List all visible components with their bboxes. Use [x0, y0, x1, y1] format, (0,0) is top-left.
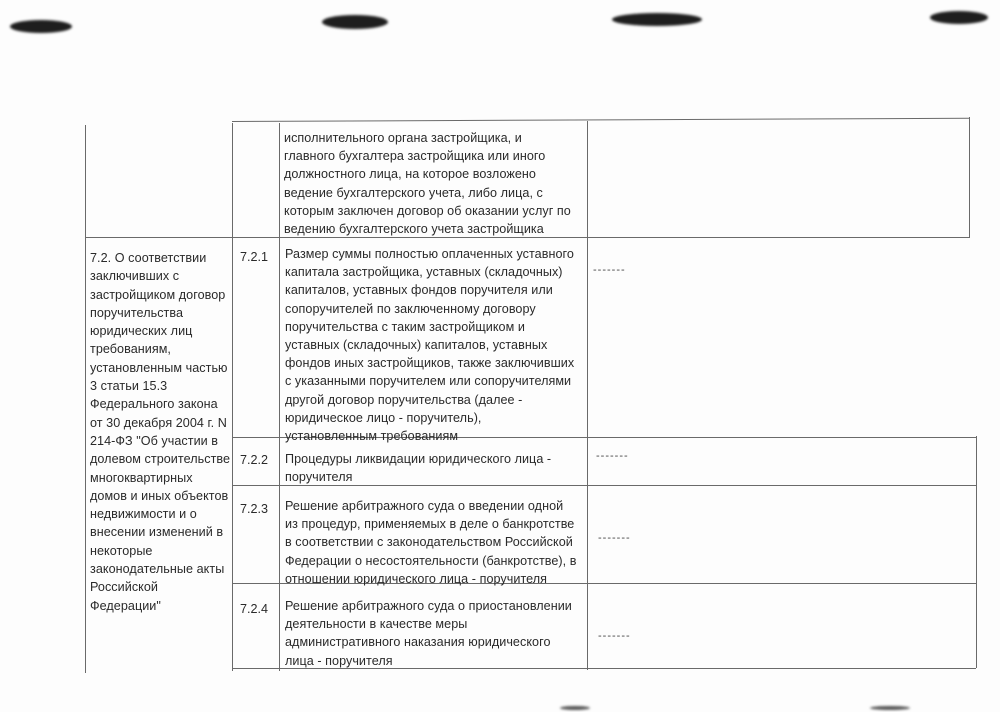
- section-7-2-title: 7.2. О соответствии заключивших с застройщиком договор поручительства юридических лиц требованиям, установленным частью 3 статьи 15.3 Федерального закона от 30 декабря 2004 г. N 214-ФЗ "Об участии в долевом строительстве многоквартирных домов и иных объектов недвижимости и о внесении изменений в некоторые законодательные акты Российской Федерации": [90, 251, 231, 613]
- row-value: -------: [598, 630, 631, 642]
- row-number: 7.2.4: [240, 602, 269, 616]
- row-value: -------: [596, 450, 629, 462]
- table-border-left: [85, 125, 86, 673]
- table-col-divider-3: [587, 121, 588, 670]
- row-number: 7.2.2: [240, 453, 269, 467]
- row-number: 7.2.1: [240, 250, 269, 264]
- scan-mark-4: [930, 11, 988, 24]
- table-col-divider-1: [232, 123, 233, 671]
- scan-mark-bottom-1: [560, 706, 590, 710]
- prev-row-text: исполнительного органа застройщика, и главного бухгалтера застройщика или иного должностного лица, на которое возложено ведение бухгалтерского учета, либо лица, с которым заключен договор об оказании услуг по ведению бухгалтерского учета застройщика: [284, 131, 571, 237]
- row-text: Решение арбитражного суда о приостановлении деятельности в качестве меры административного наказания юридического лица - поручителя: [285, 599, 572, 668]
- table-col-divider-2: [279, 123, 280, 671]
- row-text: Решение арбитражного суда о введении одной из процедур, применяемых в деле о банкротстве в соответствии с законодательством Российской Федерации о несостоятельности (банкротстве), в отношении юридического лица - поручителя: [285, 499, 577, 586]
- scan-mark-2: [322, 15, 388, 29]
- table-border-top: [232, 118, 970, 122]
- row-number: 7.2.3: [240, 502, 269, 516]
- row-text: Размер суммы полностью оплаченных уставного капитала застройщика, уставных (складочных) капиталов, уставных фондов поручителя или сопоручителей по заключенному договору поручительства с таким застройщиком и уставных (складочных) капиталов, уставных фондов иных застройщиков, также заключивших с указанными поручителем или сопоручителями другой договор поручительства (далее - юридическое лицо - поручитель), установленным требованиям: [285, 247, 575, 444]
- table-border-right-lower: [976, 436, 977, 668]
- row-value: -------: [598, 532, 631, 544]
- scan-mark-3: [612, 13, 702, 26]
- row-value: -------: [593, 264, 626, 276]
- row-text: Процедуры ликвидации юридического лица - поручителя: [285, 452, 552, 485]
- table-border-right: [969, 117, 970, 237]
- scan-mark-1: [10, 20, 72, 33]
- scan-mark-bottom-2: [870, 706, 910, 710]
